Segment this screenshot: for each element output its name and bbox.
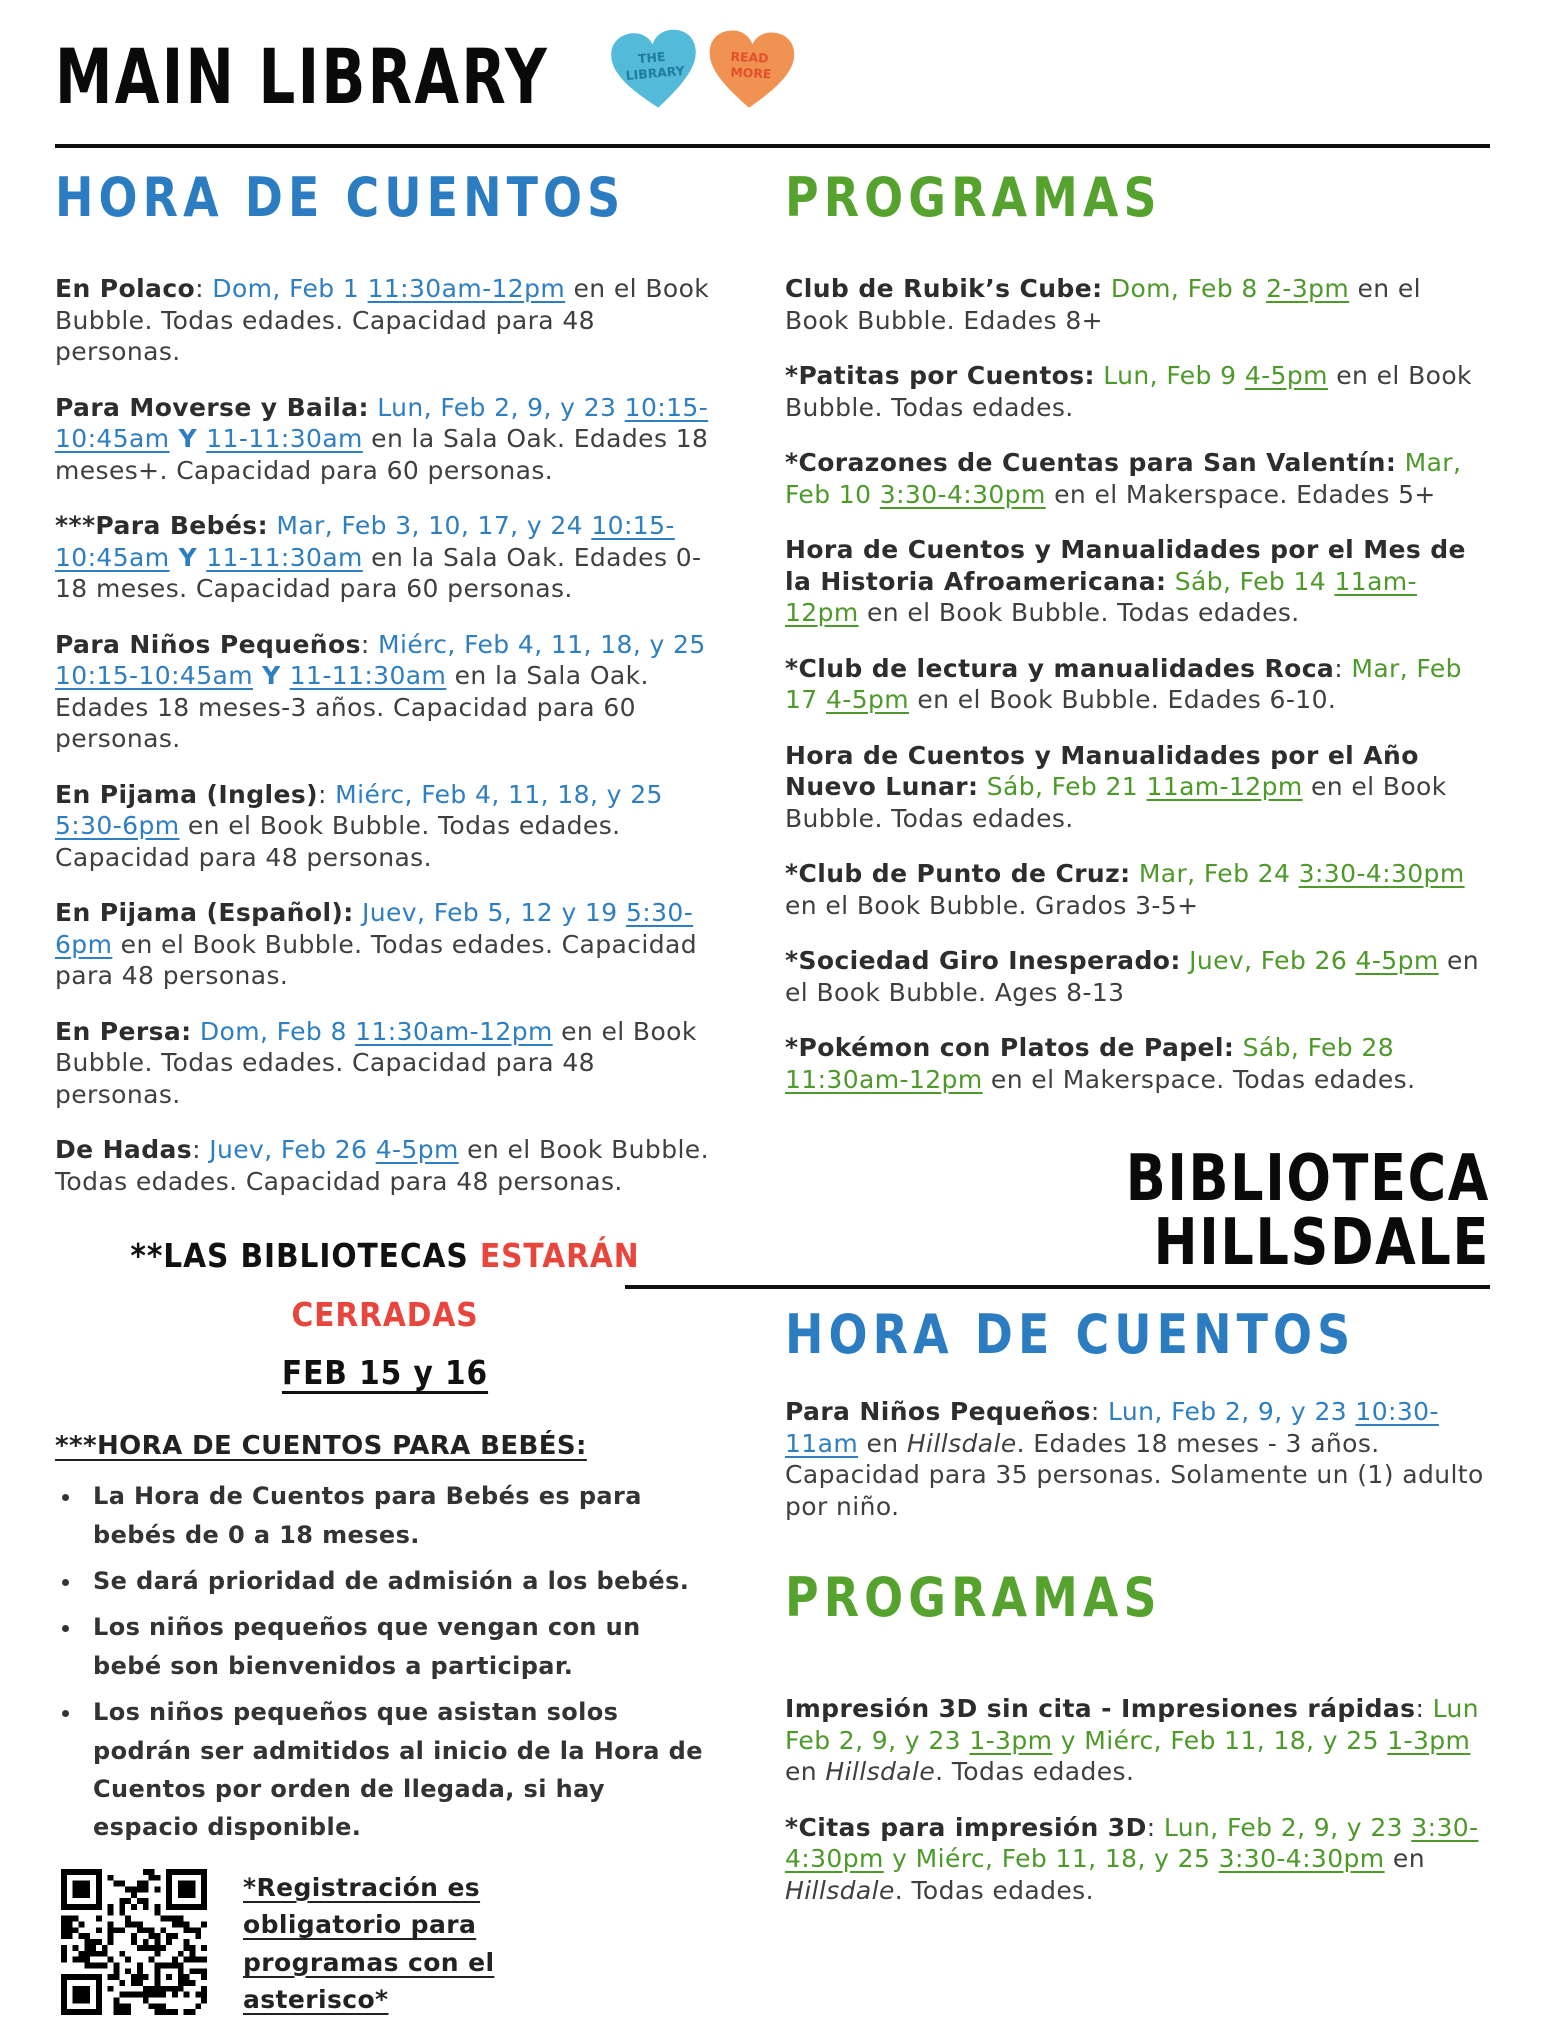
registration-block xyxy=(61,1869,715,2019)
event-text: en el Makerspace. Todas edades. xyxy=(982,1064,1416,1094)
event-text: en el Makerspace. Edades 5+ xyxy=(1045,479,1436,509)
event-entry xyxy=(55,629,715,755)
event-name: *Pokémon con Platos de Papel: xyxy=(785,1033,1235,1062)
event-text: en el Book Bubble. Todas edades. Capacidad para 48 personas. xyxy=(55,274,710,366)
event-name: Para Niños Pequeños xyxy=(55,629,361,659)
event-text: en el Book Bubble. Todas edades. Capacidad para 48 personas. xyxy=(55,1135,709,1196)
event-name: Para Niños Pequeños xyxy=(785,1397,1091,1426)
event-entry xyxy=(55,779,715,874)
event-entry xyxy=(55,510,715,605)
main-library-left-column xyxy=(55,160,715,2019)
event-text: en el Book Bubble. Todas edades. xyxy=(785,361,1472,422)
event-text: Hillsdale xyxy=(906,1428,1017,1458)
event-text: Miérc, Feb 4, 11, 18, y 25 xyxy=(335,779,663,809)
event-text: : xyxy=(1415,1694,1433,1723)
bullet-item: • Los niños pequeños que vengan con un bebé son bienvenidos a participar. xyxy=(83,1608,715,1685)
event-time-link[interactable]: 10:15-10:45am xyxy=(55,661,253,690)
registration-qr-code xyxy=(61,1869,207,2015)
event-entry xyxy=(55,392,715,487)
event-name: *Club de lectura y manualidades Roca xyxy=(785,653,1335,683)
event-entry xyxy=(785,273,1490,336)
event-text: Lun, Feb 2, 9, y 23 xyxy=(1163,1812,1412,1842)
event-entry xyxy=(785,1693,1490,1788)
event-entry xyxy=(785,1032,1490,1095)
event-time-link[interactable]: 4-5pm xyxy=(825,685,910,714)
event-name: Hora de Cuentos y Manualidades por el Mes de la Historia Afroamericana: xyxy=(785,535,1466,596)
event-text: en el Book Bubble. Ages 8-13 xyxy=(785,946,1479,1007)
event-time-link[interactable]: 11-11:30am xyxy=(206,542,363,572)
candy-heart-library-icon xyxy=(605,24,704,118)
event-text: Dom, Feb 8 xyxy=(1102,274,1267,303)
event-text: Lun, Feb 9 xyxy=(1094,361,1245,390)
event-text: Miérc, Feb 4, 11, 18, y 25 xyxy=(378,629,706,659)
event-text: Juev, Feb 26 xyxy=(209,1135,376,1164)
closure-line-2: CERRADAS xyxy=(291,1294,479,1334)
event-time-link[interactable]: 11am-12pm xyxy=(1146,772,1303,801)
event-text: : xyxy=(318,779,336,809)
event-time-link[interactable]: 3:30-4:30pm xyxy=(785,1812,1479,1873)
closure-line-1 xyxy=(88,1227,682,1286)
event-text: Juev, Feb 26 xyxy=(1180,946,1356,975)
event-text: : xyxy=(195,274,213,303)
event-time-link[interactable]: 3:30-4:30pm xyxy=(879,479,1046,509)
event-text: Lun, Feb 2, 9, y 23 xyxy=(1108,1397,1356,1426)
event-text: en la Sala Oak. Edades 18 meses+. Capacidad para 60 personas. xyxy=(55,424,709,485)
event-text: Hillsdale xyxy=(785,1875,895,1905)
event-time-link[interactable]: 1-3pm xyxy=(1387,1725,1471,1755)
event-text: en la Sala Oak. Edades 0-18 meses. Capacidad para 60 personas. xyxy=(55,542,702,603)
event-text: : xyxy=(1146,1812,1164,1842)
event-time-link[interactable]: 10:30-11am xyxy=(785,1397,1439,1458)
event-text: Mar, Feb 3, 10, 17, y 24 xyxy=(268,511,592,540)
event-text: en xyxy=(858,1428,907,1458)
event-time-link[interactable]: 5:30-6pm xyxy=(55,811,180,840)
event-time-link[interactable]: 3:30-4:30pm xyxy=(1218,1844,1385,1873)
event-name: Hora de Cuentos y Manualidades por el Año Nuevo Lunar: xyxy=(785,740,1419,801)
event-text: : xyxy=(1334,653,1352,683)
programs-event-list xyxy=(785,273,1490,1095)
event-name: *Patitas por Cuentos: xyxy=(785,361,1095,390)
event-text: . Edades 18 meses - 3 años. Capacidad para 35 personas. Solamente un (1) adulto por niño. xyxy=(785,1428,1484,1521)
event-time-link[interactable]: 5:30-6pm xyxy=(55,898,694,959)
event-time-link[interactable]: 11:30am-12pm xyxy=(355,1016,553,1046)
content-columns xyxy=(55,160,1490,2019)
event-name: *Sociedad Giro Inesperado: xyxy=(785,946,1181,975)
event-name: *Club de Punto de Cruz: xyxy=(785,859,1131,888)
event-entry xyxy=(55,1016,715,1111)
event-time-link[interactable]: 10:15-10:45am xyxy=(55,511,675,572)
event-name: Impresión 3D sin cita - Impresiones rápidas xyxy=(785,1694,1416,1723)
event-text: Lun, Feb 2, 9, y 23 xyxy=(368,392,625,422)
event-text: Mar, Feb 24 xyxy=(1130,859,1299,888)
event-text: en el Book Bubble. Todas edades. Capacidad para 48 personas. xyxy=(55,1016,697,1109)
event-name: *Citas para impresión 3D xyxy=(785,1812,1147,1842)
event-entry xyxy=(55,1134,715,1197)
masthead xyxy=(55,26,1490,138)
event-name: En Polaco xyxy=(55,274,196,303)
right-column xyxy=(785,160,1490,2019)
event-name: Para Moverse y Baila: xyxy=(55,392,369,422)
event-text: Y xyxy=(169,542,207,572)
event-text: en el Book Bubble. Todas edades. Capacidad para 48 personas. xyxy=(55,811,621,872)
event-text: Sáb, Feb 14 xyxy=(1166,566,1335,596)
closure-text-black: **LAS BIBLIOTECAS xyxy=(130,1236,480,1275)
closure-dates: FEB 15 y 16 xyxy=(281,1353,489,1393)
hillsdale-title-line-2: HILLSDALE xyxy=(1153,1206,1490,1280)
event-entry xyxy=(785,653,1490,716)
event-text: en el Book Bubble. Edades 8+ xyxy=(785,274,1422,335)
event-entry xyxy=(785,1396,1490,1522)
hillsdale-title-line-1: BIBLIOTECA xyxy=(1125,1142,1490,1216)
event-text: : xyxy=(192,1135,210,1164)
event-text: Sáb, Feb 21 xyxy=(978,772,1147,801)
event-text: en el Book Bubble. Edades 6-10. xyxy=(909,685,1337,714)
hillsdale-library-title xyxy=(912,1142,1490,1280)
event-text: Juev, Feb 5, 12 y 19 xyxy=(353,898,626,927)
event-text: en xyxy=(785,1757,826,1786)
event-text: Y xyxy=(169,424,207,453)
event-text: y Miérc, Feb 11, 18, y 25 xyxy=(883,1844,1219,1873)
event-text: Dom, Feb 8 xyxy=(191,1016,356,1046)
bullet-item: • La Hora de Cuentos para Bebés es para bebés de 0 a 18 meses. xyxy=(83,1477,715,1554)
event-text: Sáb, Feb 28 xyxy=(1234,1033,1395,1062)
event-name: De Hadas xyxy=(55,1135,193,1164)
event-entry xyxy=(785,740,1490,835)
baby-storytime-heading: ***HORA DE CUENTOS PARA BEBÉS: xyxy=(55,1431,587,1462)
event-text: . Todas edades. xyxy=(894,1875,1094,1905)
event-text: . Todas edades. xyxy=(935,1757,1135,1786)
event-text: Dom, Feb 1 xyxy=(212,274,368,303)
hillsdale-divider xyxy=(625,1285,1490,1289)
event-name: Club de Rubik’s Cube: xyxy=(785,274,1103,303)
event-entry xyxy=(785,447,1490,510)
event-time-link[interactable]: 1-3pm xyxy=(969,1725,1053,1755)
event-text: en xyxy=(1384,1844,1425,1873)
event-text: en el Book Bubble. Todas edades. Capacidad para 48 personas. xyxy=(55,929,697,990)
event-name: ***Para Bebés: xyxy=(55,511,268,540)
hillsdale-programs-event-list xyxy=(785,1693,1490,1906)
event-text: Y xyxy=(253,661,290,690)
event-text: Mar, Feb 17 xyxy=(785,653,1462,714)
event-time-link[interactable]: 4-5pm xyxy=(1355,946,1439,975)
event-text: : xyxy=(360,629,379,659)
event-text: en el Book Bubble. Grados 3-5+ xyxy=(785,890,1199,920)
event-entry xyxy=(785,1812,1490,1907)
page-title: MAIN LIBRARY xyxy=(55,32,550,121)
event-entry xyxy=(785,858,1490,921)
event-time-link[interactable]: 11:30am-12pm xyxy=(785,1064,983,1094)
event-entry xyxy=(55,897,715,992)
header-divider xyxy=(55,144,1490,148)
event-name: En Pijama (Español): xyxy=(55,898,354,927)
programs-heading: PROGRAMAS xyxy=(785,166,1162,229)
storytime-event-list xyxy=(55,273,715,1197)
event-name: En Persa: xyxy=(55,1016,192,1046)
heart-label: READ MORE xyxy=(730,48,772,82)
hillsdale-storytime-event-list xyxy=(785,1396,1490,1522)
event-text: Lun Feb 2, 9, y 23 xyxy=(785,1694,1480,1755)
event-text: Mar, Feb 10 xyxy=(785,448,1462,509)
event-entry xyxy=(785,534,1490,629)
event-text: en el Book Bubble. Todas edades. xyxy=(785,772,1447,833)
bullet-item: • Se dará prioridad de admisión a los bebés. xyxy=(83,1562,715,1600)
event-time-link[interactable]: 3:30-4:30pm xyxy=(1298,859,1465,888)
storytime-heading: HORA DE CUENTOS xyxy=(55,166,626,229)
hillsdale-storytime-heading: HORA DE CUENTOS xyxy=(785,1303,1356,1366)
event-time-link[interactable]: 4-5pm xyxy=(375,1135,459,1164)
event-entry xyxy=(785,360,1490,423)
candy-heart-read-more-icon xyxy=(703,26,799,117)
registration-note: *Registración es obligatorio para programas con el asterisco* xyxy=(243,1872,495,2015)
event-name: *Corazones de Cuentas para San Valentín: xyxy=(785,448,1397,477)
event-text: y Miérc, Feb 11, 18, y 25 xyxy=(1052,1725,1388,1755)
event-text: : xyxy=(1090,1397,1109,1426)
event-text: en el Book Bubble. Todas edades. xyxy=(858,598,1300,627)
bullet-item: • Los niños pequeños que asistan solos podrán ser admitidos al inicio de la Hora de Cuentos por orden de llegada, si hay espacio disponible. xyxy=(83,1693,715,1847)
event-text: en la Sala Oak. Edades 18 meses-3 años. Capacidad para 60 personas. xyxy=(55,661,649,753)
event-time-link[interactable]: 11-11:30am xyxy=(206,424,363,453)
heart-label: THE LIBRARY xyxy=(625,48,686,83)
event-text: Hillsdale xyxy=(825,1757,936,1786)
hillsdale-programs-heading: PROGRAMAS xyxy=(785,1566,1162,1629)
event-time-link[interactable]: 11:30am-12pm xyxy=(367,274,566,303)
baby-storytime-bullets xyxy=(55,1477,715,1847)
event-time-link[interactable]: 11-11:30am xyxy=(289,661,447,690)
event-entry xyxy=(785,945,1490,1008)
event-time-link[interactable]: 10:15-10:45am xyxy=(55,392,709,453)
event-time-link[interactable]: 4-5pm xyxy=(1244,361,1328,390)
event-entry xyxy=(55,273,715,368)
closure-notice xyxy=(88,1227,682,1403)
closure-text-red: ESTARÁN xyxy=(479,1236,640,1275)
event-name: En Pijama (Ingles) xyxy=(55,779,318,809)
event-time-link[interactable]: 11am-12pm xyxy=(785,566,1417,627)
event-time-link[interactable]: 2-3pm xyxy=(1266,274,1350,303)
